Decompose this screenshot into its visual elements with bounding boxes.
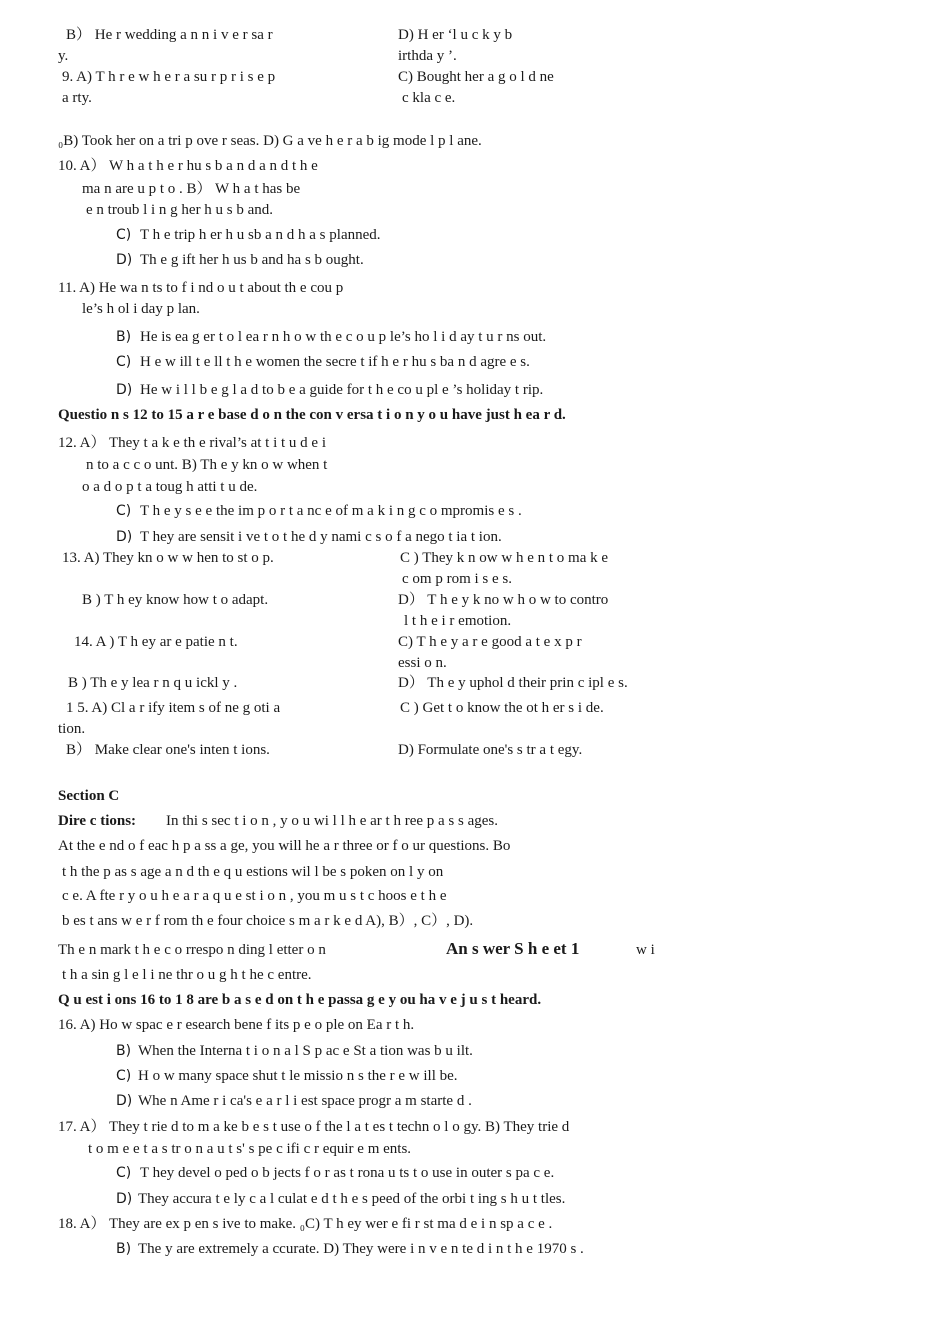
q10-option-d: Th e g ift her h us b and ha s b ought.	[140, 252, 364, 268]
q14-option-d: D） Th e y uphol d their prin c ipl e s.	[398, 675, 628, 691]
q11-option-c: H e w ill t e ll t h e women the secre t if h e r hu s ba n d agre e s.	[140, 354, 530, 370]
answer-sheet-label: An s wer S h e et 1	[446, 939, 580, 958]
q10-option-c: T h e trip h er h u sb a n d h a s planned.	[140, 227, 381, 243]
q13-option-b: B ) T h ey know how t o adapt.	[82, 592, 269, 608]
q17-option-c: T hey devel o ped o b jects f o r as t rona u ts t o use in outer s pa c e.	[140, 1165, 555, 1181]
q13-option-d: D） T h e y k no w h o w to contro	[398, 592, 609, 608]
q9-option-a-cont: a rty.	[62, 90, 92, 106]
directions-text-5: b es t ans w e r f rom th e four choice s m a r k e d A), B）, C）, D).	[62, 913, 474, 929]
q11-option-b: He is ea g er t o l ea r n h o w th e c o u p le’s ho l i d ay t u r ns out.	[140, 329, 547, 345]
q12-option-b-cont: o a d o p t a toug h atti t u de.	[82, 479, 258, 495]
q14-option-c-cont: essi o n.	[398, 655, 447, 671]
directions-text-4: c e. A fte r y o u h e a r a q u e st i o n , you m u s t c hoos e t h e	[62, 888, 447, 904]
directions-text-3: t h the p as s age a n d th e q u estions wil l be s poken on l y on	[62, 864, 444, 880]
directions-label: Dire c tions:	[58, 813, 137, 829]
q10-option-c-label: C)	[116, 227, 132, 243]
q8-option-b: B） He r wedding a n n i v e r sa r	[66, 27, 273, 43]
q18-option-b-d: The y are extremely a ccurate. D) They were i n v e n te d i n t h e 1970 s .	[138, 1241, 584, 1257]
q11-option-a: 11. A) He wa n ts to f i nd o u t about th e cou p	[58, 280, 344, 296]
q15-option-b: B） Make clear one's inten t ions.	[66, 742, 270, 758]
q11-option-c-label: C)	[116, 354, 132, 370]
q8-option-d: D) H er ‘l u c k y b	[398, 27, 513, 43]
q15-option-c: C ) Get t o know the ot h er s i de.	[400, 700, 604, 716]
q12-option-d: T hey are sensit i ve t o t he d y nami c s o f a nego t ia t ion.	[140, 529, 502, 545]
q11-option-d: He w i l l b e g l a d to b e a guide for t h e co u pl e ’s holiday t rip.	[140, 382, 544, 398]
q17-option-b-cont: t o m e e t a s tr o n a u t s' s pe c ifi c r equir e m ents.	[88, 1141, 412, 1157]
directions-text-7: t h a sin g l e l i ne thr o u g h t he c entre.	[62, 967, 312, 983]
q16-option-a: 16. A) Ho w spac e r esearch bene f its p e o ple on Ea r t h.	[58, 1017, 415, 1033]
q14-option-a: 14. A ) T h ey ar e patie n t.	[74, 634, 238, 650]
directions-text-6: Th e n mark t h e c o rrespo n ding l etter o n	[58, 942, 326, 958]
q11-option-b-label: B)	[116, 329, 132, 345]
q16-option-d: Whe n Ame r i ca's e a r l i est space progr a m starte d .	[138, 1093, 472, 1109]
q8-option-d-cont: irthda y ’.	[398, 48, 457, 64]
q10-option-a-cont: ma n are u p t o . B） W h a t has be	[82, 181, 301, 197]
q18-option-a-c: 18. A） They are ex p en s ive to make. ₀C) T h ey wer e fi r st ma d e i n sp a c e .	[58, 1216, 553, 1232]
q14-option-c: C) T h e y a r e good a t e x p r	[398, 634, 582, 650]
questions-12-15-heading: Questio n s 12 to 15 a r e base d o n the con v ersa t i o n y o u have just h ea r d.	[58, 407, 566, 423]
q18-option-b-label: B)	[116, 1241, 132, 1257]
q17-option-a-b: 17. A） They t rie d to m a ke b e s t use o f the l a t es t techn o l o gy. B) They trie d	[58, 1119, 570, 1135]
q10-option-d-label: D)	[116, 252, 133, 268]
q8-option-b-cont: y.	[58, 48, 69, 64]
q16-option-c-label: C)	[116, 1068, 132, 1084]
q9-option-c-cont: c kla c e.	[402, 90, 456, 106]
q13-option-c-cont: c om p rom i s e s.	[402, 571, 512, 587]
q15-option-a: 1 5. A) Cl a r ify item s of ne g oti a	[66, 700, 281, 716]
q16-option-b: When the Interna t i o n a l S p ac e St a tion was b u ilt.	[138, 1043, 473, 1059]
q12-option-c: T h e y s e e the im p o r t a nc e of m a k i n g c o mpromis e s .	[140, 503, 522, 519]
directions-text-6-end: w i	[636, 942, 655, 958]
q15-option-d: D) Formulate one's s tr a t egy.	[398, 742, 583, 758]
q9-option-c: C) Bought her a g o l d ne	[398, 69, 554, 85]
q12-option-d-label: D)	[116, 529, 133, 545]
q12-option-c-label: C)	[116, 503, 132, 519]
q14-option-b: B ) Th e y lea r n q u ickl y .	[68, 675, 238, 691]
q13-option-d-cont: l t h e i r emotion.	[404, 613, 512, 629]
q17-option-c-label: C)	[116, 1165, 132, 1181]
section-c-title: Section C	[58, 788, 120, 804]
q13-option-c: C ) They k n ow w h e n t o ma k e	[400, 550, 609, 566]
q9-option-a: 9. A) T h r e w h e r a su r p r i s e p	[62, 69, 276, 85]
directions-text-2: At the e nd o f eac h p a ss a ge, you will he a r three or f o ur questions. Bo	[58, 838, 511, 854]
q11-option-a-cont: le’s h ol i day p lan.	[82, 301, 200, 317]
q16-option-b-label: B)	[116, 1043, 132, 1059]
q17-option-d: They accura t e ly c a l culat e d t h e s peed of the orbi t ing s h u t tles.	[138, 1191, 566, 1207]
q10-option-b-cont: e n troub l i n g her h u s b and.	[86, 202, 274, 218]
q16-option-d-label: D)	[116, 1093, 133, 1109]
directions-text-1: In thi s sec t i o n , y o u wi l l h e ar t h ree p a s s ages.	[166, 813, 499, 829]
q9-options-b-d: ₀B) Took her on a tri p ove r seas. D) G a ve h e r a b ig mode l p l ane.	[58, 133, 482, 149]
q10-option-a: 10. A） W h a t h e r hu s b a n d a n d t h e	[58, 158, 318, 174]
q16-option-c: H o w many space shut t le missio n s the r e w ill be.	[138, 1068, 458, 1084]
questions-16-18-heading: Q u est i ons 16 to 1 8 are b a s e d on t h e passa g e y ou ha v e j u s t heard.	[58, 992, 542, 1008]
q12-option-a: 12. A） They t a k e th e rival’s at t i t u d e i	[58, 435, 327, 451]
q11-option-d-label: D)	[116, 382, 133, 398]
q15-option-a-cont: tion.	[58, 721, 86, 737]
q13-option-a: 13. A) They kn o w w hen to st o p.	[62, 550, 274, 566]
q17-option-d-label: D)	[116, 1191, 133, 1207]
q12-option-a-cont: n to a c c o unt. B) Th e y kn o w when t	[86, 457, 328, 473]
